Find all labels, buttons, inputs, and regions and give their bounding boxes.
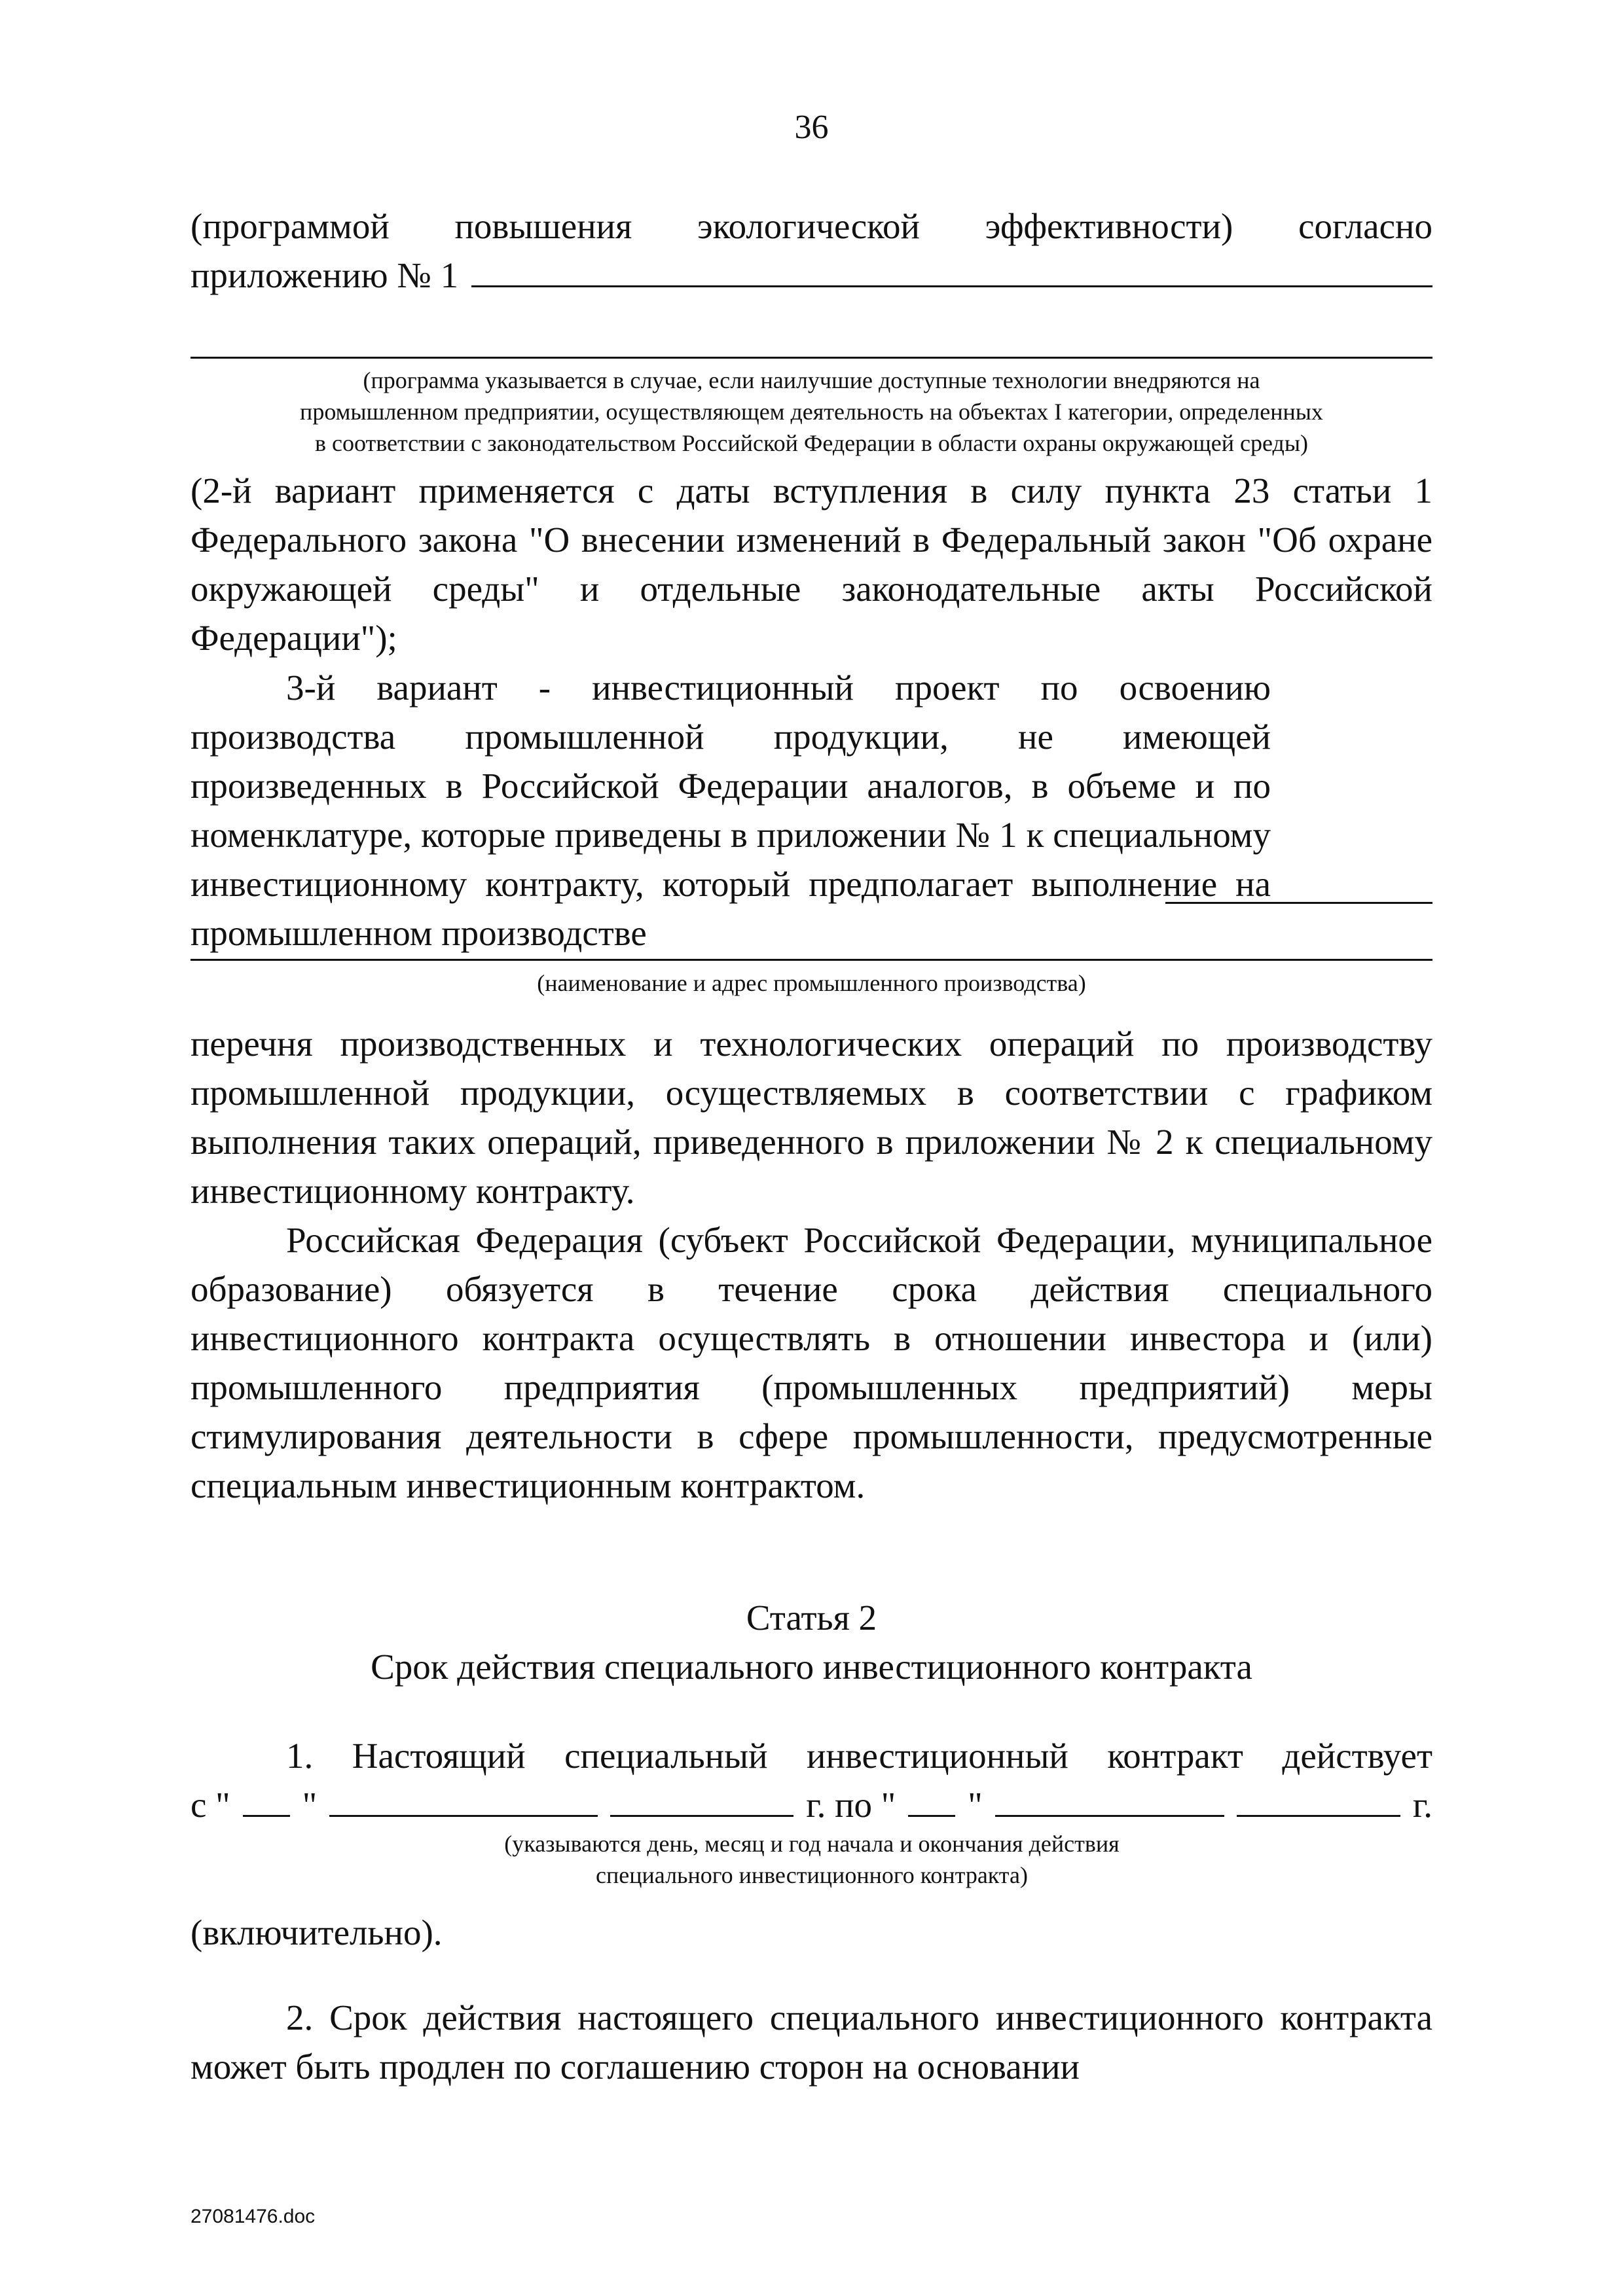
variant2-paragraph: (2-й вариант применяется с даты вступления в силу пункта 23 статьи 1 Федерального закона "О внесении изменений в Федеральный закон "Об охране окружающей среды" и отдельные законодательные акты Российской Федерации"); xyxy=(191,471,1432,658)
programme-line xyxy=(191,202,1432,251)
note-line: промышленном предприятии, осуществляющем деятельность на объектах I категории, определенных xyxy=(300,399,1323,425)
word: повышения xyxy=(454,206,632,246)
article-title: Срок действия специального инвестиционного контракта xyxy=(371,1647,1252,1687)
note-line: специального инвестиционного контракта) xyxy=(596,1862,1028,1888)
programme-note xyxy=(191,365,1432,459)
year-blank xyxy=(610,1785,793,1817)
quote-mark: " xyxy=(302,1785,318,1825)
fill-line xyxy=(191,959,1432,961)
date-from-prefix: с " xyxy=(191,1785,230,1825)
word: экологической xyxy=(697,206,920,246)
word: эффективности) xyxy=(985,206,1233,246)
month-blank xyxy=(329,1785,598,1817)
term-dates-line xyxy=(191,1780,1432,1829)
note-line: (указываются день, месяц и год начала и окончания действия xyxy=(504,1831,1120,1857)
page-number: 36 xyxy=(794,109,829,146)
appendix-line xyxy=(191,251,1432,300)
article-number: Статья 2 xyxy=(746,1598,877,1638)
day-blank xyxy=(243,1785,290,1817)
year-blank xyxy=(1237,1785,1400,1817)
year-suffix: г. xyxy=(1412,1785,1432,1825)
rf-obligations-paragraph: Российская Федерация (субъект Российской Федерации, муниципальное образование) обязуется в течение срока действия специального инвестиционного контракта осуществлять в отношении инвестора и (или) промышленного предприятия (промышленных предприятий) меры стимулирования деятельности в сфере промышленности, предусмотренные специальным инвестиционным контрактом. xyxy=(191,1220,1432,1505)
quote-mark: " xyxy=(968,1785,983,1825)
fill-line xyxy=(471,255,1432,287)
production-note: (наименование и адрес промышленного производства) xyxy=(537,970,1086,996)
operations-paragraph: перечня производственных и технологических операций по производству промышленной продукции, осуществляемых в соответствии с графиком выполнения таких операций, приведенного в приложении № 2 к специальному инвестиционному контракту. xyxy=(191,1024,1432,1211)
inclusive-text: (включительно). xyxy=(191,1912,443,1952)
note-line: (программа указывается в случае, если наилучшие доступные технологии внедряются на xyxy=(363,367,1260,393)
word: (программой xyxy=(191,206,390,246)
day-blank xyxy=(908,1785,955,1817)
clause2-paragraph: 2. Срок действия настоящего специального инвестиционного контракта может быть продлен по соглашению сторон на основании xyxy=(191,1998,1432,2087)
clause1-line: 1. Настоящий специальный инвестиционный контракт действует xyxy=(286,1736,1432,1776)
date-to-prefix: г. по " xyxy=(806,1785,896,1825)
appendix-label: приложению № 1 xyxy=(191,255,459,295)
term-note xyxy=(445,1828,1178,1891)
word: согласно xyxy=(1298,206,1432,246)
month-blank xyxy=(995,1785,1224,1817)
file-name-footer: 27081476.doc xyxy=(191,2206,316,2227)
variant3-paragraph: 3-й вариант - инвестиционный проект по освоению производства промышленной продукции, не имеющей произведенных в Российской Федерации аналогов, в объеме и по номенклатуре, которые приведены в приложении № 1 к специальному инвестиционному контракту, который предполагает выполнение на промышленном производстве xyxy=(191,668,1271,953)
note-line: в соответствии с законодательством Российской Федерации в области охраны окружающей среды) xyxy=(314,430,1309,456)
fill-line xyxy=(1165,902,1432,904)
fill-line xyxy=(191,357,1432,359)
